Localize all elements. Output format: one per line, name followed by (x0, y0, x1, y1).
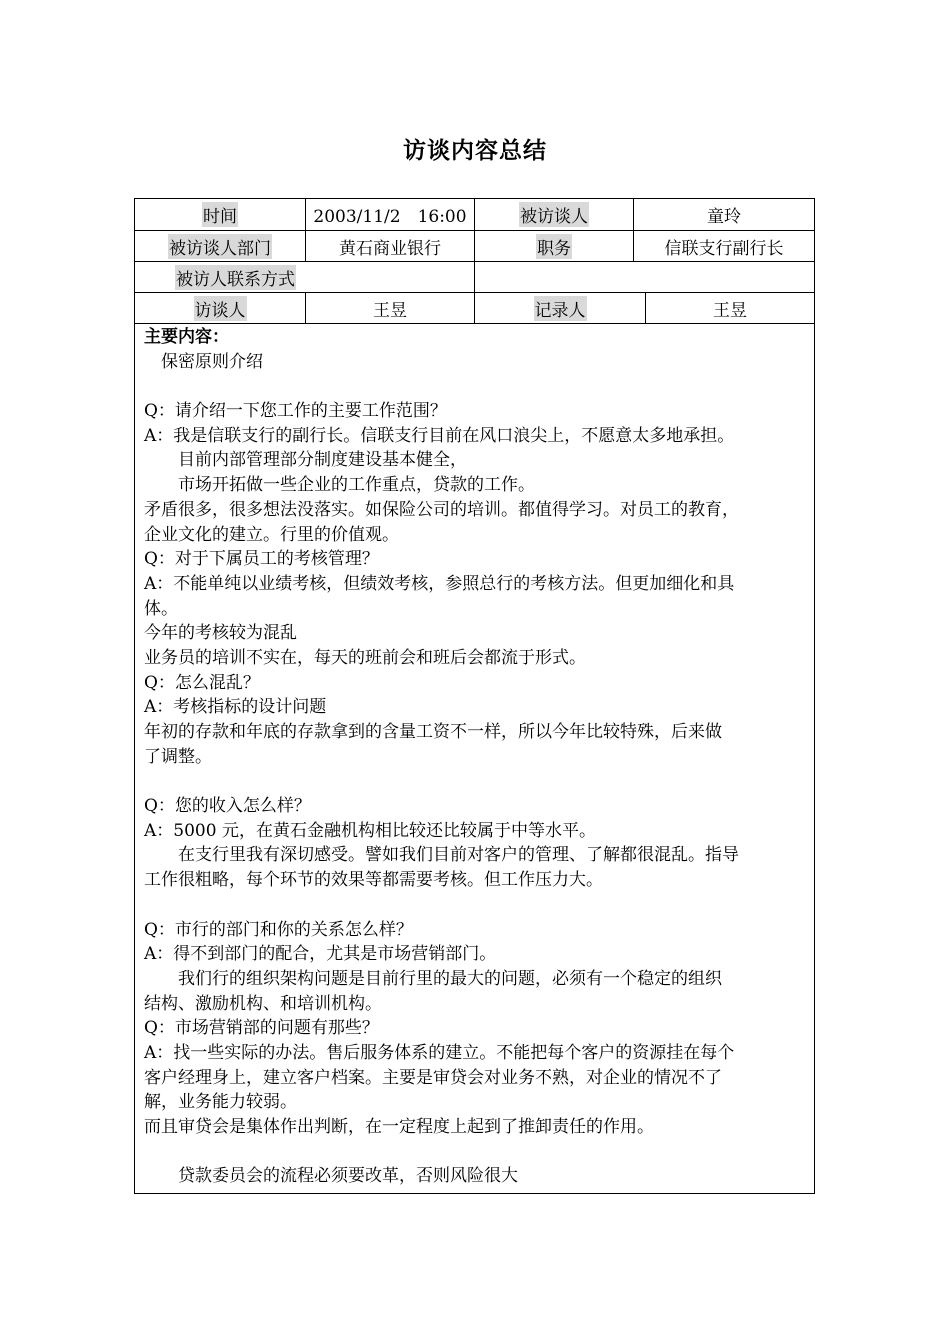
position-value-cell (633, 231, 814, 261)
recorder-value-cell (645, 293, 814, 323)
position-value: 信联支行副行长 (664, 238, 784, 259)
time-value-cell (305, 199, 474, 230)
dept-value-cell (305, 231, 474, 261)
content-lines (144, 350, 809, 1189)
content-line (144, 1140, 809, 1165)
interviewer-value-cell (305, 293, 474, 323)
content-line: 企业文化的建立。行里的价值观。 (144, 524, 399, 545)
content-line: Q：市场营销部的问题有那些？ (144, 1018, 379, 1039)
content-line: 矛盾很多，很多想法没落实。如保险公司的培训。都值得学习。对员工的教育， (144, 499, 739, 520)
content-line: 我们行的组织架构问题是目前行里的最大的问题，必须有一个稳定的组织 (144, 968, 722, 989)
time-label: 时间 (202, 202, 238, 227)
content-line: 市场开拓做一些企业的工作重点，贷款的工作。 (144, 475, 535, 496)
table-row-interviewer (135, 293, 814, 324)
content-line: Q：请介绍一下您工作的主要工作范围？ (144, 401, 447, 422)
content-line: 而且审贷会是集体作出判断，在一定程度上起到了推卸责任的作用。 (144, 1117, 654, 1137)
content-line: Q：怎么混乱？ (144, 672, 260, 693)
content-line: Q：对于下属员工的考核管理？ (144, 549, 379, 570)
content-line (144, 893, 809, 918)
content-line: 了调整。 (144, 746, 212, 767)
recorder-label: 记录人 (534, 296, 587, 321)
interviewer-value: 王昱 (373, 300, 407, 321)
content-line (144, 769, 809, 794)
content-line: 贷款委员会的流程必须要改革，否则风险很大 (144, 1166, 518, 1187)
time-label-cell (135, 199, 305, 230)
content-line: 解，业务能力较弱。 (144, 1092, 297, 1113)
table-row-department (135, 231, 814, 262)
content-line: A：得不到部门的配合，尤其是市场营销部门。 (144, 944, 497, 965)
table-row-time (135, 199, 814, 231)
interview-content (144, 325, 809, 1189)
recorder-value: 王昱 (713, 300, 747, 321)
position-label-cell (474, 231, 633, 261)
interviewer-label-cell (135, 293, 305, 323)
content-line: Q：您的收入怎么样？ (144, 796, 311, 817)
time-value: 2003/11/2 16:00 (313, 207, 467, 227)
content-line: 工作很粗略，每个环节的效果等都需要考核。但工作压力大。 (144, 870, 603, 891)
dept-value: 黄石商业银行 (339, 238, 441, 259)
content-line: A：5000 元，在黄石金融机构相比较还比较属于中等水平。 (144, 820, 596, 841)
interviewee-label: 被访谈人 (519, 202, 589, 227)
content-line: 在支行里我有深切感受。譬如我们目前对客户的管理、了解都很混乱。指导 (144, 845, 739, 866)
position-label: 职务 (536, 234, 572, 259)
content-line (144, 374, 809, 399)
content-line: 保密原则介绍 (144, 351, 263, 372)
contact-label: 被访人联系方式 (175, 265, 296, 290)
content-line: 体。 (144, 598, 178, 619)
dept-label-cell (135, 231, 305, 261)
content-line: A：找一些实际的办法。售后服务体系的建立。不能把每个客户的资源挂在每个 (144, 1042, 735, 1063)
contact-label-cell (135, 262, 474, 292)
content-line: Q：市行的部门和你的关系怎么样？ (144, 919, 413, 940)
content-line: A：我是信联支行的副行长。信联支行目前在风口浪尖上，不愿意太多地承担。 (144, 425, 735, 446)
document-title: 访谈内容总结 (403, 137, 547, 164)
interviewee-label-cell (474, 199, 633, 230)
content-line: A：不能单纯以业绩考核，但绩效考核，参照总行的考核方法。但更加细化和具 (144, 573, 735, 594)
table-row-contact (135, 262, 814, 293)
dept-label: 被访谈人部门 (168, 234, 272, 259)
content-line: 年初的存款和年底的存款拿到的含量工资不一样，所以今年比较特殊，后来做 (144, 722, 722, 742)
recorder-label-cell (474, 293, 645, 323)
content-line: 客户经理身上，建立客户档案。主要是审贷会对业务不熟，对企业的情况不了 (144, 1067, 722, 1088)
content-line: A：考核指标的设计问题 (144, 697, 327, 718)
interview-summary-table (134, 198, 815, 1194)
content-line: 业务员的培训不实在，每天的班前会和班后会都流于形式。 (144, 647, 586, 668)
content-line: 目前内部管理部分制度建设基本健全， (144, 450, 467, 471)
interviewee-value: 童玲 (707, 207, 741, 227)
interviewer-label: 访谈人 (194, 296, 247, 321)
contact-value-cell (474, 262, 814, 292)
interviewee-value-cell (633, 199, 814, 230)
content-line: 今年的考核较为混乱 (144, 623, 297, 644)
content-heading: 主要内容： (144, 327, 229, 347)
content-line: 结构、激励机构、和培训机构。 (144, 993, 382, 1014)
